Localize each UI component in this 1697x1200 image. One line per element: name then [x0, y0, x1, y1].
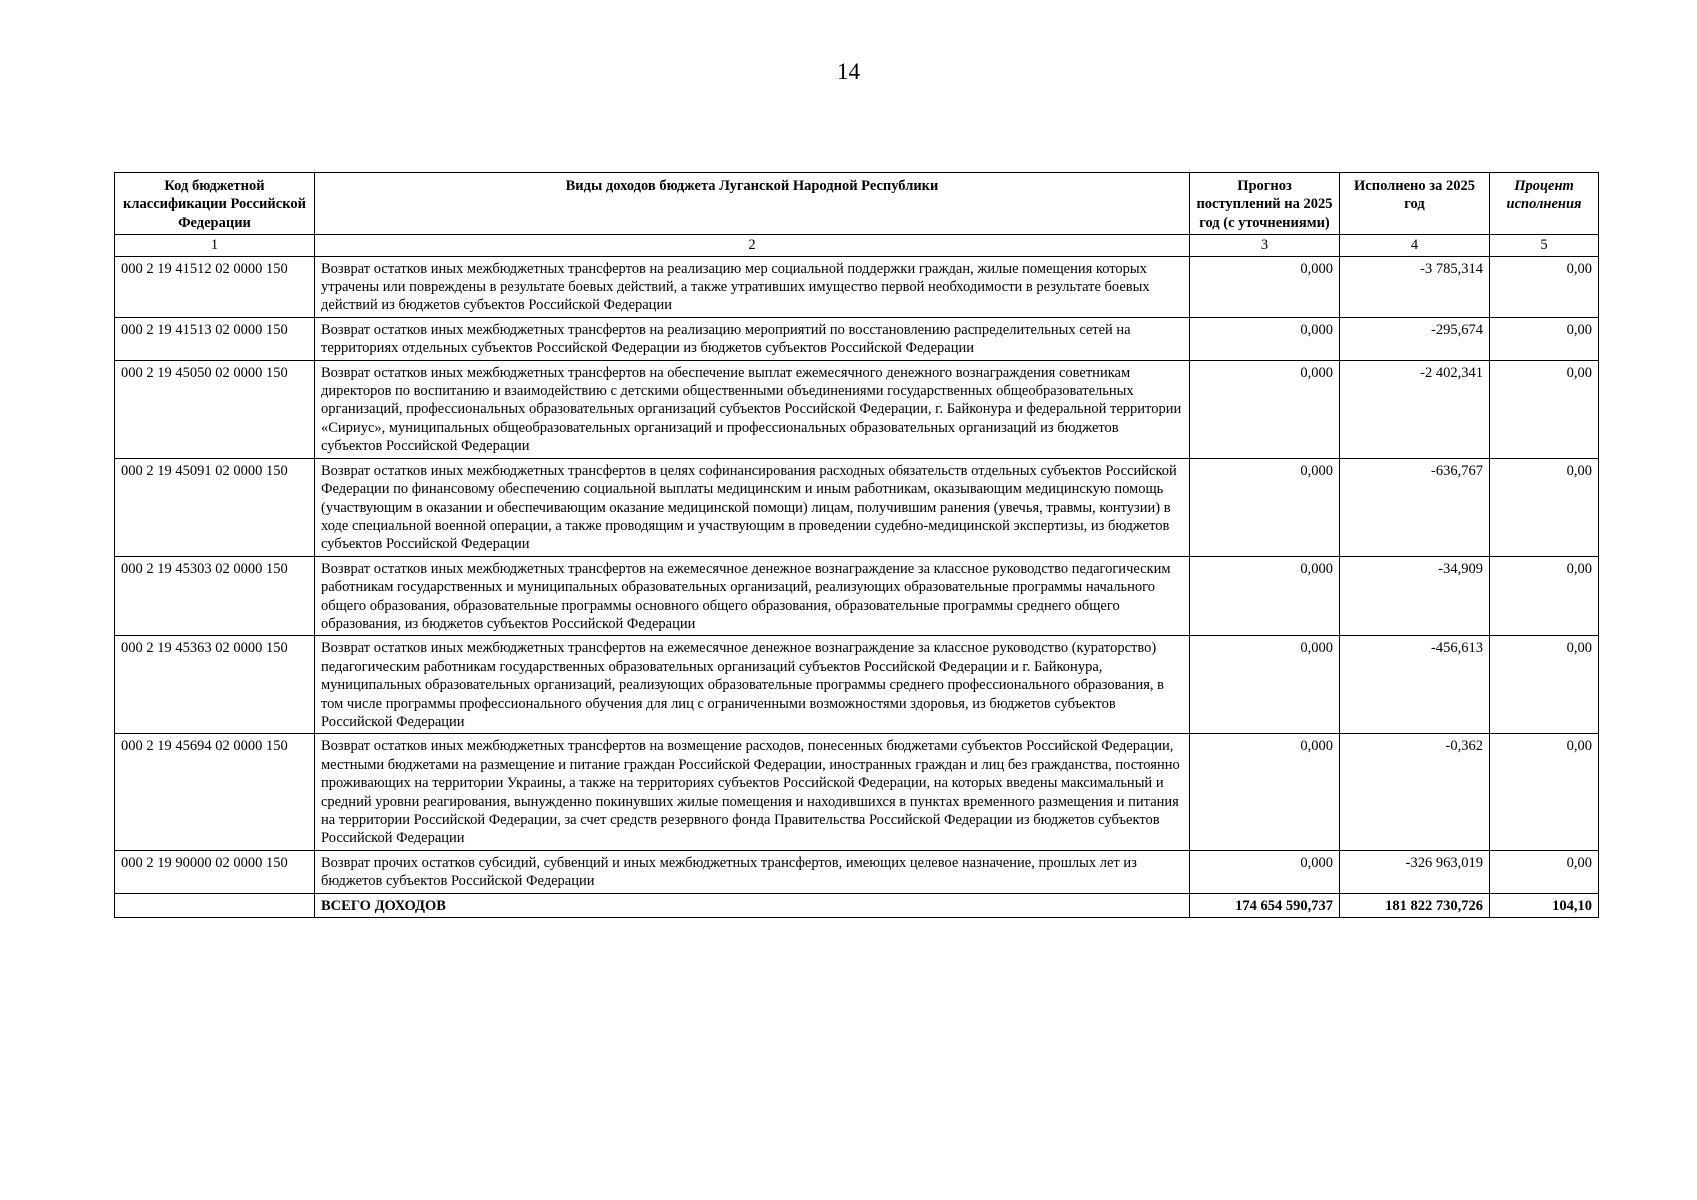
cell-percent: 0,00 [1490, 458, 1599, 556]
column-number: 5 [1490, 235, 1599, 256]
cell-percent: 0,00 [1490, 317, 1599, 360]
cell-income-type: Возврат остатков иных межбюджетных трансфертов на ежемесячное денежное вознаграждение за классное руководство педагогическим работникам государственных и муниципальных образовательных организаций, реализующих образовательные программы начального общего образования, образовательные программы основного общего образования, образовательные программы среднего общего образования, из бюджетов субъектов Российской Федерации [315, 556, 1190, 636]
cell-executed: -2 402,341 [1340, 360, 1490, 458]
cell-code: 000 2 19 45303 02 0000 150 [115, 556, 315, 636]
cell-income-type: Возврат остатков иных межбюджетных трансфертов на реализацию мероприятий по восстановлению распределительных сетей на территориях отдельных субъектов Российской Федерации из бюджетов субъектов Российской Федерации [315, 317, 1190, 360]
table-row [115, 850, 1599, 893]
cell-executed: -295,674 [1340, 317, 1490, 360]
column-number: 3 [1190, 235, 1340, 256]
cell-percent: 0,00 [1490, 556, 1599, 636]
table-row [115, 317, 1599, 360]
table-body [115, 235, 1599, 918]
header-executed: Исполнено за 2025 год [1340, 173, 1490, 235]
header-forecast: Прогноз поступлений на 2025 год (с уточнениями) [1190, 173, 1340, 235]
total-row [115, 893, 1599, 917]
header-income-type: Виды доходов бюджета Луганской Народной Республики [315, 173, 1190, 235]
total-code [115, 893, 315, 917]
cell-code: 000 2 19 45091 02 0000 150 [115, 458, 315, 556]
table-row [115, 734, 1599, 850]
cell-income-type: Возврат остатков иных межбюджетных трансфертов в целях софинансирования расходных обязательств отдельных субъектов Российской Федерации по финансовому обеспечению социальной выплаты медицинским и иным работникам, оказывающим медицинскую помощь (участвующим в оказании и обеспечивающим оказание медицинской помощи) лицам, получившим ранения (увечья, травмы, контузии) в ходе специальной военной операции, а также проводящим и участвующим в проведении судебно-медицинской экспертизы, из бюджетов субъектов Российской Федерации [315, 458, 1190, 556]
cell-percent: 0,00 [1490, 636, 1599, 734]
cell-income-type: Возврат остатков иных межбюджетных трансфертов на реализацию мер социальной поддержки граждан, жилые помещения которых утрачены или повреждены в результате боевых действий, а также утративших имущество первой необходимости в результате боевых действий из бюджетов субъектов Российской Федерации [315, 256, 1190, 317]
cell-code: 000 2 19 45363 02 0000 150 [115, 636, 315, 734]
cell-percent: 0,00 [1490, 734, 1599, 850]
cell-forecast: 0,000 [1190, 458, 1340, 556]
cell-forecast: 0,000 [1190, 256, 1340, 317]
total-label: ВСЕГО ДОХОДОВ [315, 893, 1190, 917]
cell-forecast: 0,000 [1190, 636, 1340, 734]
total-forecast: 174 654 590,737 [1190, 893, 1340, 917]
column-number: 2 [315, 235, 1190, 256]
table-row [115, 636, 1599, 734]
cell-forecast: 0,000 [1190, 556, 1340, 636]
cell-income-type: Возврат остатков иных межбюджетных трансфертов на обеспечение выплат ежемесячного денежного вознаграждения советникам директоров по воспитанию и взаимодействию с детскими общественными объединениями государственных общеобразовательных организаций, профессиональных образовательных организаций субъектов Российской Федерации, г. Байконура и федеральной территории «Сириус», муниципальных общеобразовательных организаций и профессиональных образовательных организаций из бюджетов субъектов Российской Федерации [315, 360, 1190, 458]
table-row [115, 458, 1599, 556]
cell-code: 000 2 19 41513 02 0000 150 [115, 317, 315, 360]
header-row [115, 173, 1599, 235]
cell-executed: -3 785,314 [1340, 256, 1490, 317]
cell-code: 000 2 19 90000 02 0000 150 [115, 850, 315, 893]
cell-executed: -326 963,019 [1340, 850, 1490, 893]
cell-executed: -456,613 [1340, 636, 1490, 734]
cell-forecast: 0,000 [1190, 734, 1340, 850]
cell-income-type: Возврат остатков иных межбюджетных трансфертов на ежемесячное денежное вознаграждение за классное руководство (кураторство) педагогическим работникам государственных образовательных организаций субъектов Российской Федерации и г. Байконура, муниципальных образовательных организаций, реализующих образовательные программы среднего профессионального образования, в том числе программы профессионального обучения для лиц с ограниченными возможностями здоровья, из бюджетов субъектов Российской Федерации [315, 636, 1190, 734]
column-number: 4 [1340, 235, 1490, 256]
cell-percent: 0,00 [1490, 256, 1599, 317]
cell-forecast: 0,000 [1190, 317, 1340, 360]
column-number: 1 [115, 235, 315, 256]
table-row [115, 556, 1599, 636]
cell-executed: -34,909 [1340, 556, 1490, 636]
cell-executed: -636,767 [1340, 458, 1490, 556]
cell-income-type: Возврат прочих остатков субсидий, субвенций и иных межбюджетных трансфертов, имеющих целевое назначение, прошлых лет из бюджетов субъектов Российской Федерации [315, 850, 1190, 893]
table-row [115, 256, 1599, 317]
budget-table [114, 172, 1599, 918]
cell-forecast: 0,000 [1190, 360, 1340, 458]
header-code: Код бюджетной классификации Российской Федерации [115, 173, 315, 235]
cell-code: 000 2 19 41512 02 0000 150 [115, 256, 315, 317]
table-row [115, 360, 1599, 458]
cell-percent: 0,00 [1490, 850, 1599, 893]
header-percent: Процент исполнения [1490, 173, 1599, 235]
cell-executed: -0,362 [1340, 734, 1490, 850]
cell-forecast: 0,000 [1190, 850, 1340, 893]
page-number: 14 [837, 59, 860, 84]
column-number-row [115, 235, 1599, 256]
total-executed: 181 822 730,726 [1340, 893, 1490, 917]
cell-code: 000 2 19 45694 02 0000 150 [115, 734, 315, 850]
cell-code: 000 2 19 45050 02 0000 150 [115, 360, 315, 458]
cell-percent: 0,00 [1490, 360, 1599, 458]
cell-income-type: Возврат остатков иных межбюджетных трансфертов на возмещение расходов, понесенных бюджетами субъектов Российской Федерации, местными бюджетами на размещение и питание граждан Российской Федерации, иностранных граждан и лиц без гражданства, постоянно проживающих на территории Украины, а также на территориях субъектов Российской Федерации, на которых введены максимальный и средний уровни реагирования, вынужденно покинувших жилые помещения и находившихся в пунктах временного размещения и питания на территории Российской Федерации, за счет средств резервного фонда Правительства Российской Федерации из бюджетов субъектов Российской Федерации [315, 734, 1190, 850]
total-percent: 104,10 [1490, 893, 1599, 917]
